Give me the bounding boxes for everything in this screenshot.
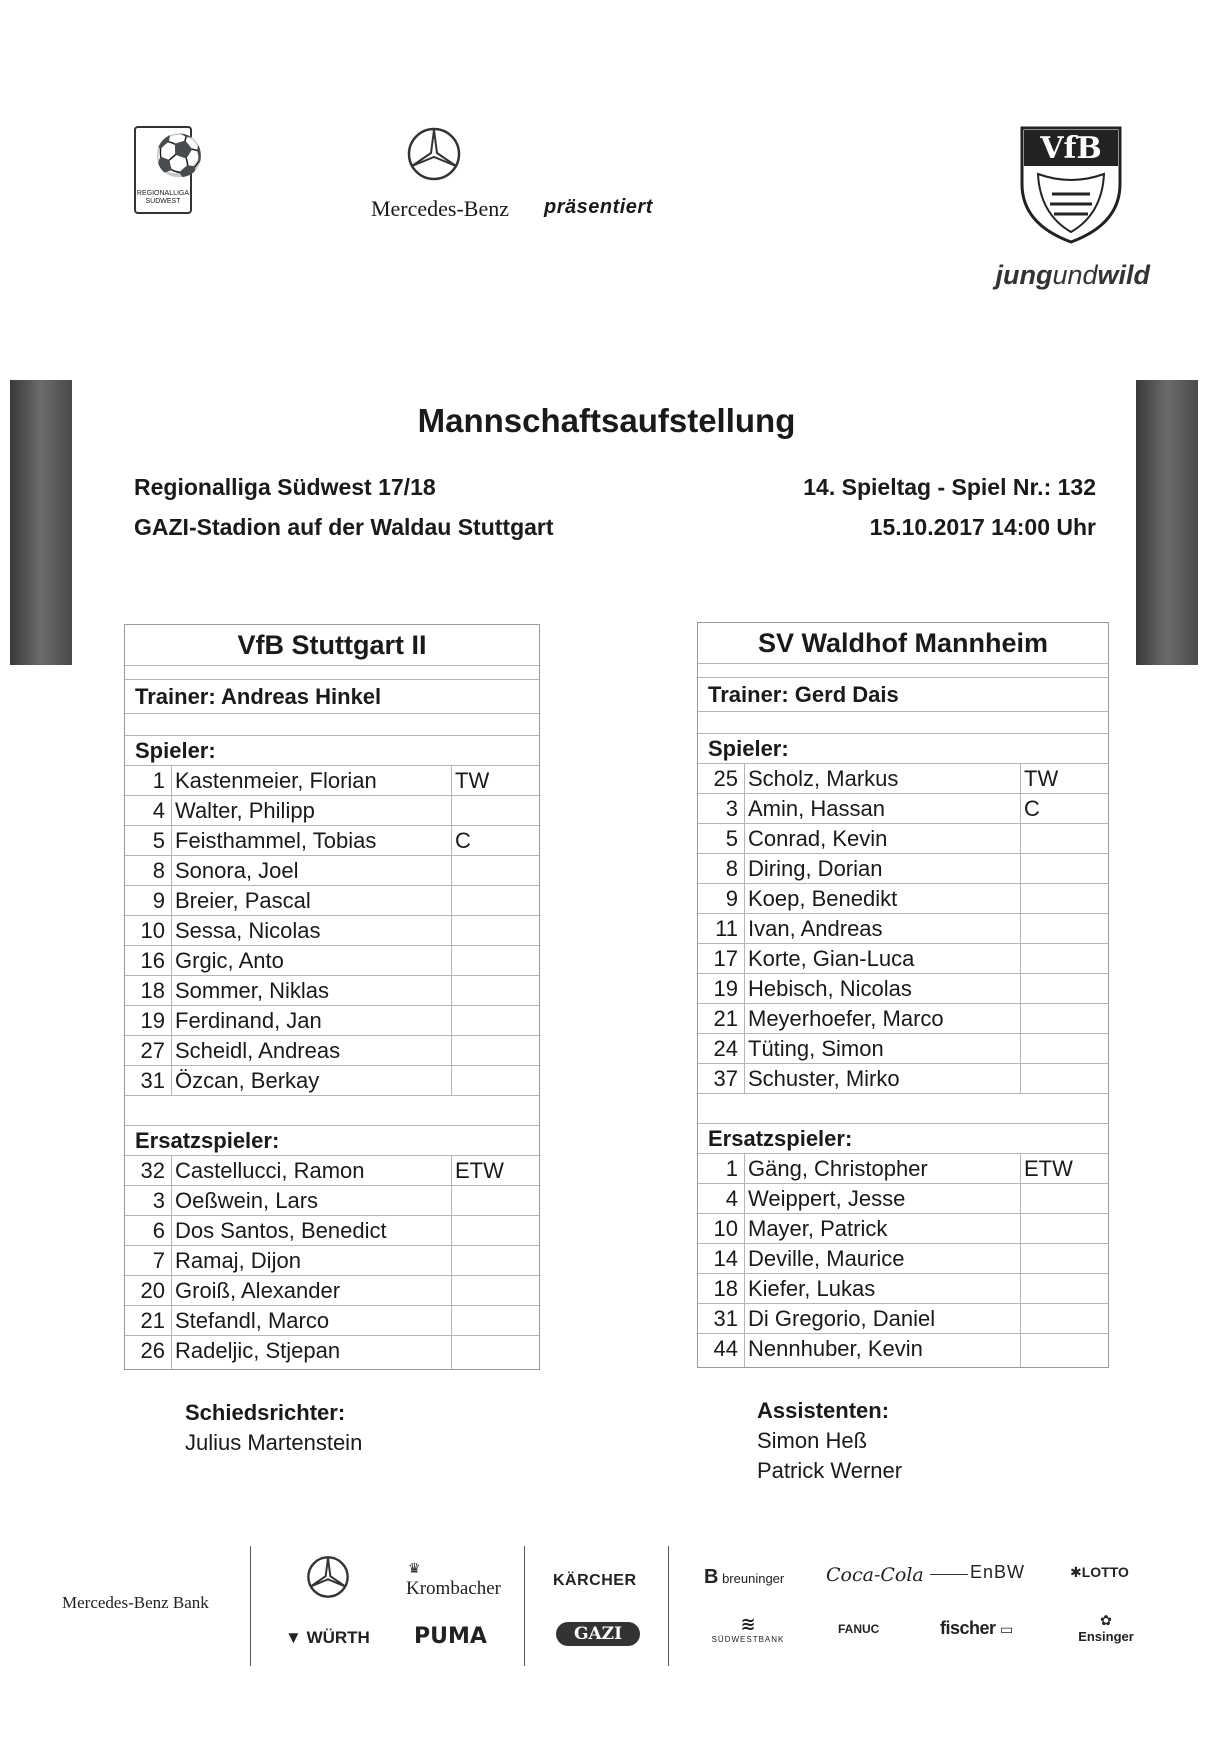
player-number: 14 [713,1246,738,1271]
player-number: 7 [152,1248,165,1273]
player-number: 44 [713,1336,738,1361]
mercedes-star-small-icon [306,1555,350,1599]
player-name: Conrad, Kevin [748,826,888,851]
player-row [698,793,1108,823]
player-name: Scholz, Markus [748,766,899,791]
player-name: Di Gregorio, Daniel [748,1306,936,1331]
player-name: Hebisch, Nicolas [748,976,912,1001]
referee-name: Julius Martenstein [185,1430,363,1455]
spacer-row [698,663,1108,677]
player-row [125,1215,539,1245]
away-players-label: Spieler: [698,733,1108,763]
mercedes-star-icon [406,126,462,182]
player-number: 5 [152,828,165,853]
player-number: 25 [713,766,738,791]
player-row [125,855,539,885]
player-row [698,1183,1108,1213]
player-row [125,825,539,855]
player-row [698,763,1108,793]
player-name: Deville, Maurice [748,1246,905,1271]
player-number: 4 [152,798,165,823]
player-number: 20 [140,1278,165,1303]
sponsor-divider [668,1546,669,1666]
player-number: 6 [152,1218,165,1243]
player-row [125,1245,539,1275]
player-number: 19 [713,976,738,1001]
player-row [125,1155,539,1185]
away-subs-label: Ersatzspieler: [698,1123,1108,1153]
spacer-row [125,665,539,679]
suedwestbank-icon: ≋ [740,1614,756,1634]
home-players-label: Spieler: [125,735,539,765]
venue-text: GAZI-Stadion auf der Waldau Stuttgart [134,514,554,540]
breuninger-b-icon: B [704,1566,719,1588]
player-name: Diring, Dorian [748,856,883,881]
player-number: 5 [725,826,738,851]
footballer-icon: ⚽ [154,133,204,179]
player-name: Meyerhoefer, Marco [748,1006,944,1031]
krombacher-logo: Krombacher [406,1578,501,1599]
player-row [125,1065,539,1095]
player-name: Kastenmeier, Florian [175,768,377,793]
player-row [125,1185,539,1215]
league-text: Regionalliga Südwest 17/18 [134,474,436,500]
player-number: 18 [140,978,165,1003]
slogan-part-2: und [1052,260,1098,290]
player-role: ETW [1024,1156,1073,1181]
player-name: Ferdinand, Jan [175,1008,322,1033]
player-row [698,1033,1108,1063]
player-name: Ivan, Andreas [748,916,883,941]
player-number: 21 [140,1308,165,1333]
fischer-logo [940,1618,1013,1639]
ensinger-icon: ✿ [1100,1612,1112,1628]
player-number: 9 [152,888,165,913]
player-number: 4 [725,1186,738,1211]
lotto-label: LOTTO [1081,1564,1129,1580]
referee-label: Schiedsrichter: [185,1400,346,1425]
player-row [125,1005,539,1035]
player-number: 10 [140,918,165,943]
player-number: 1 [725,1156,738,1181]
player-name: Korte, Gian-Luca [748,946,915,971]
player-role: TW [455,768,490,793]
player-number: 8 [725,856,738,881]
player-name: Ramaj, Dijon [175,1248,301,1273]
player-row [125,1035,539,1065]
player-number: 17 [713,946,738,971]
player-role: ETW [455,1158,504,1183]
player-name: Özcan, Berkay [175,1068,320,1093]
slogan-part-3: wild [1097,260,1150,290]
player-name: Scheidl, Andreas [175,1038,341,1063]
suedwestbank-logo [706,1614,790,1644]
player-role: C [1024,796,1040,821]
wuerth-logo [285,1628,370,1648]
home-team-name: VfB Stuttgart II [237,630,427,660]
player-name: Weippert, Jesse [748,1186,906,1211]
home-trainer: Trainer: Andreas Hinkel [125,679,539,713]
player-name: Feisthammel, Tobias [175,828,377,853]
lotto-logo [1070,1564,1129,1581]
mercedes-benz-name: Mercedes-Benz [370,196,510,221]
krombacher-crest-icon: ♛ [408,1560,421,1576]
player-row [125,795,539,825]
player-row [698,1063,1108,1093]
presents-text: präsentiert [544,196,653,218]
player-number: 8 [152,858,165,883]
enbw-line [930,1574,968,1575]
player-name: Sonora, Joel [175,858,299,883]
away-trainer: Trainer: Gerd Dais [698,677,1108,711]
player-row [698,913,1108,943]
home-subs-label: Ersatzspieler: [125,1125,539,1155]
spacer-row [125,713,539,735]
player-row [698,1273,1108,1303]
ensinger-label: Ensinger [1078,1629,1134,1644]
player-number: 16 [140,948,165,973]
assistant-2-name: Patrick Werner [757,1458,903,1483]
kaercher-logo: KÄRCHER [553,1572,637,1589]
player-name: Kiefer, Lukas [748,1276,876,1301]
spacer-row [698,1093,1108,1123]
home-team-table [124,624,540,1370]
wuerth-icon: ▼ [285,1628,307,1647]
player-name: Grgic, Anto [175,948,284,973]
assistants-label: Assistenten: [757,1398,890,1423]
player-row [125,1275,539,1305]
player-name: Amin, Hassan [748,796,885,821]
player-number: 19 [140,1008,165,1033]
player-number: 27 [140,1038,165,1063]
player-role: C [455,828,471,853]
player-row [698,1213,1108,1243]
player-name: Stefandl, Marco [175,1308,330,1333]
player-number: 9 [725,886,738,911]
cocacola-logo: Coca-Cola [826,1564,924,1586]
player-name: Castellucci, Ramon [175,1158,365,1183]
player-number: 32 [140,1158,165,1183]
player-number: 24 [713,1036,738,1061]
breuninger-logo [704,1566,784,1589]
player-row [125,1305,539,1335]
player-number: 37 [713,1066,738,1091]
player-number: 10 [713,1216,738,1241]
player-number: 18 [713,1276,738,1301]
enbw-logo: EnBW [970,1562,1026,1582]
fanuc-logo: FANUC [838,1622,880,1636]
datetime-text: 15.10.2017 14:00 Uhr [869,514,1096,540]
away-team-table [697,622,1109,1368]
player-name: Nennhuber, Kevin [748,1336,923,1361]
player-row [125,945,539,975]
player-number: 3 [725,796,738,821]
player-row [125,975,539,1005]
fischer-label: fischer [940,1618,996,1638]
player-row [698,1303,1108,1333]
player-name: Sommer, Niklas [175,978,330,1003]
matchday-text: 14. Spieltag - Spiel Nr.: 132 [803,474,1096,500]
player-name: Koep, Benedikt [748,886,898,911]
player-name: Gäng, Christopher [748,1156,928,1181]
player-row [698,973,1108,1003]
player-number: 21 [713,1006,738,1031]
player-name: Radeljic, Stjepan [175,1338,341,1363]
player-row [698,853,1108,883]
slogan [970,260,1150,291]
player-number: 31 [713,1306,738,1331]
player-name: Tüting, Simon [748,1036,884,1061]
suedwestbank-label: SÜDWESTBANK [711,1635,785,1644]
wuerth-label: WÜRTH [306,1628,370,1647]
regionalliga-logo-text: REGIONALLIGA SÜDWEST [136,190,190,205]
player-row [698,943,1108,973]
player-name: Dos Santos, Benedict [175,1218,387,1243]
svg-text:VfB: VfB [1040,131,1102,166]
player-row [125,765,539,795]
spacer-row [698,711,1108,733]
mercedes-benz-bank-logo: Mercedes-Benz Bank [62,1593,209,1612]
player-row [125,1335,539,1365]
sponsor-divider [250,1546,251,1666]
player-name: Mayer, Patrick [748,1216,888,1241]
spacer-row [125,1095,539,1125]
sponsor-divider [524,1546,525,1666]
player-row [698,883,1108,913]
player-name: Breier, Pascal [175,888,311,913]
breuninger-label: breuninger [722,1571,785,1586]
player-row [698,1243,1108,1273]
player-row [698,1333,1108,1363]
gazi-logo: GAZI [556,1622,640,1646]
player-number: 31 [140,1068,165,1093]
player-row [698,1153,1108,1183]
player-number: 11 [715,916,738,941]
player-name: Schuster, Mirko [748,1066,900,1091]
player-row [698,823,1108,853]
player-row [125,885,539,915]
page-title: Mannschaftsaufstellung [417,402,796,439]
player-row [698,1003,1108,1033]
assistant-1-name: Simon Heß [757,1428,868,1453]
slogan-part-1: jung [995,260,1053,290]
player-name: Walter, Philipp [175,798,315,823]
player-number: 1 [152,768,165,793]
fischer-icon: ▭ [1000,1621,1013,1637]
regionalliga-logo [134,126,204,214]
player-name: Groiß, Alexander [175,1278,341,1303]
player-name: Oeßwein, Lars [175,1188,319,1213]
player-name: Sessa, Nicolas [175,918,321,943]
vfb-crest-icon [1018,124,1124,246]
player-number: 26 [140,1338,165,1363]
lotto-star-icon: ✱ [1070,1564,1082,1580]
player-number: 3 [152,1188,165,1213]
away-team-name: SV Waldhof Mannheim [758,628,1048,658]
player-row [125,915,539,945]
puma-logo: PUMA [414,1624,487,1649]
ensinger-logo [1076,1612,1136,1644]
player-role: TW [1024,766,1059,791]
